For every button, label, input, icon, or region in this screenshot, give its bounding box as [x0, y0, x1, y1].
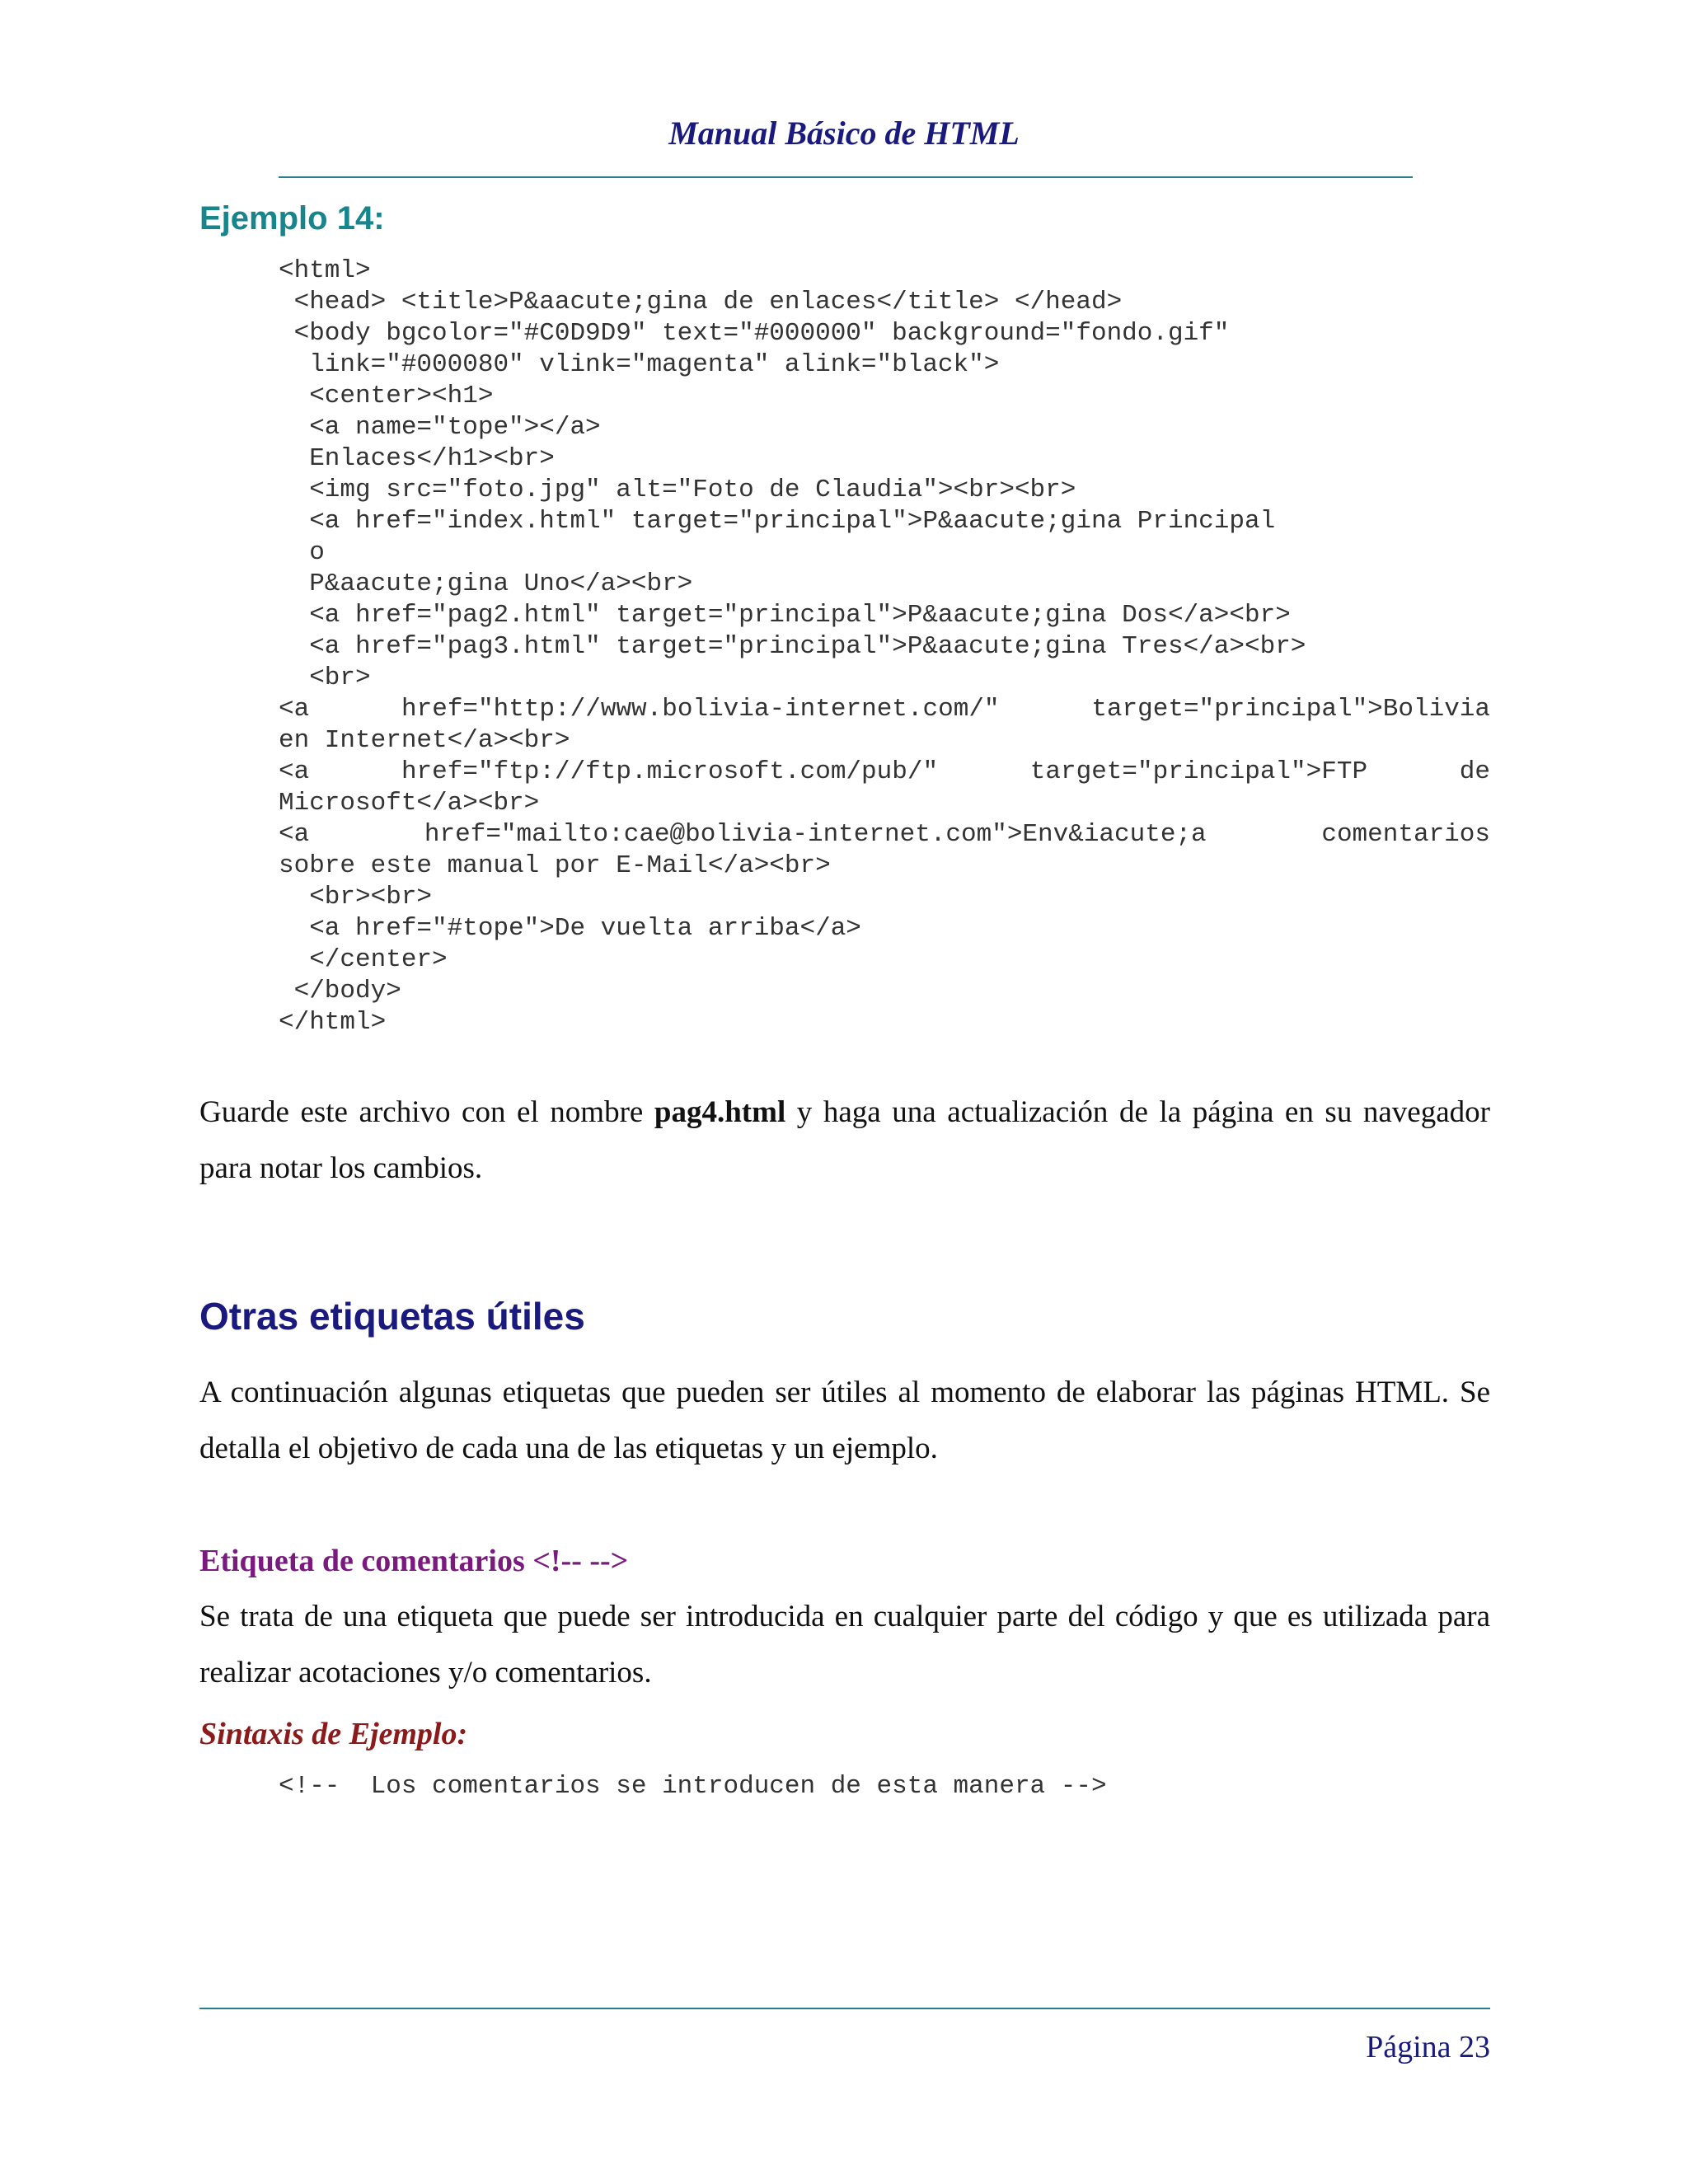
syntax-heading: Sintaxis de Ejemplo:	[199, 1717, 468, 1751]
code-line: </html>	[279, 1008, 387, 1037]
code-line: <a name="tope"></a>	[279, 413, 601, 442]
code-line: <a href="ftp://ftp.microsoft.com/pub/" target="principal">FTP de	[279, 757, 1490, 786]
header-divider	[279, 176, 1413, 178]
code-line: <a href="pag3.html" target="principal">P&aacute;gina Tres</a><br>	[279, 632, 1306, 661]
code-line: Enlaces</h1><br>	[279, 444, 555, 473]
header-title: Manual Básico de HTML	[668, 115, 1020, 152]
save-instructions-paragraph	[199, 1085, 1490, 1197]
syntax-code: <!-- Los comentarios se introducen de esta manera -->	[279, 1772, 1107, 1801]
save-text-after: y haga una actualización de la página en su navegador para notar los cambios.	[199, 1095, 1490, 1185]
code-line: <a href="mailto:cae@bolivia-internet.com">Env&iacute;a comentarios	[279, 820, 1490, 849]
code-line: </center>	[279, 945, 448, 974]
comment-tag-heading: Etiqueta de comentarios <!-- -->	[199, 1544, 629, 1578]
section-intro-paragraph: A continuación algunas etiquetas que pueden ser útiles al momento de elaborar las páginas HTML. Se detalla el objetivo de cada una de las etiquetas y un ejemplo.	[199, 1376, 1490, 1465]
code-line: <br>	[279, 663, 371, 692]
code-line: <a href="pag2.html" target="principal">P&aacute;gina Dos</a><br>	[279, 601, 1291, 630]
code-line: <br><br>	[279, 883, 433, 912]
code-line: <center><h1>	[279, 382, 494, 410]
code-line: <a href="#tope">De vuelta arriba</a>	[279, 914, 861, 943]
code-line: <img src="foto.jpg" alt="Foto de Claudia"><br><br>	[279, 476, 1076, 504]
filename-bold: pag4.html	[654, 1095, 786, 1129]
page-number: Página 23	[1366, 2030, 1490, 2064]
code-example	[279, 255, 1490, 1038]
section-heading: Otras etiquetas útiles	[199, 1295, 585, 1338]
comment-tag-description: Se trata de una etiqueta que puede ser introducida en cualquier parte del código y que es utilizada para realizar acotaciones y/o comentarios.	[199, 1600, 1490, 1690]
code-line: <body bgcolor="#C0D9D9" text="#000000" background="fondo.gif"	[279, 319, 1230, 348]
example-heading: Ejemplo 14:	[199, 200, 385, 237]
code-line: <a href="http://www.bolivia-internet.com/" target="principal">Bolivia	[279, 695, 1490, 724]
code-line: o	[279, 538, 325, 567]
code-line: P&aacute;gina Uno</a><br>	[279, 569, 693, 598]
code-line: Microsoft</a><br>	[279, 789, 540, 818]
code-line: <head> <title>P&aacute;gina de enlaces</title> </head>	[279, 288, 1123, 316]
code-line: <a href="index.html" target="principal">P&aacute;gina Principal	[279, 507, 1276, 536]
code-line: <html>	[279, 256, 371, 285]
code-line: </body>	[279, 977, 401, 1005]
code-line: link="#000080" vlink="magenta" alink="black">	[279, 350, 1000, 379]
code-line: en Internet</a><br>	[279, 726, 570, 755]
save-text-before: Guarde este archivo con el nombre	[199, 1095, 654, 1129]
footer-divider	[199, 2008, 1490, 2009]
code-line: sobre este manual por E-Mail</a><br>	[279, 851, 831, 880]
